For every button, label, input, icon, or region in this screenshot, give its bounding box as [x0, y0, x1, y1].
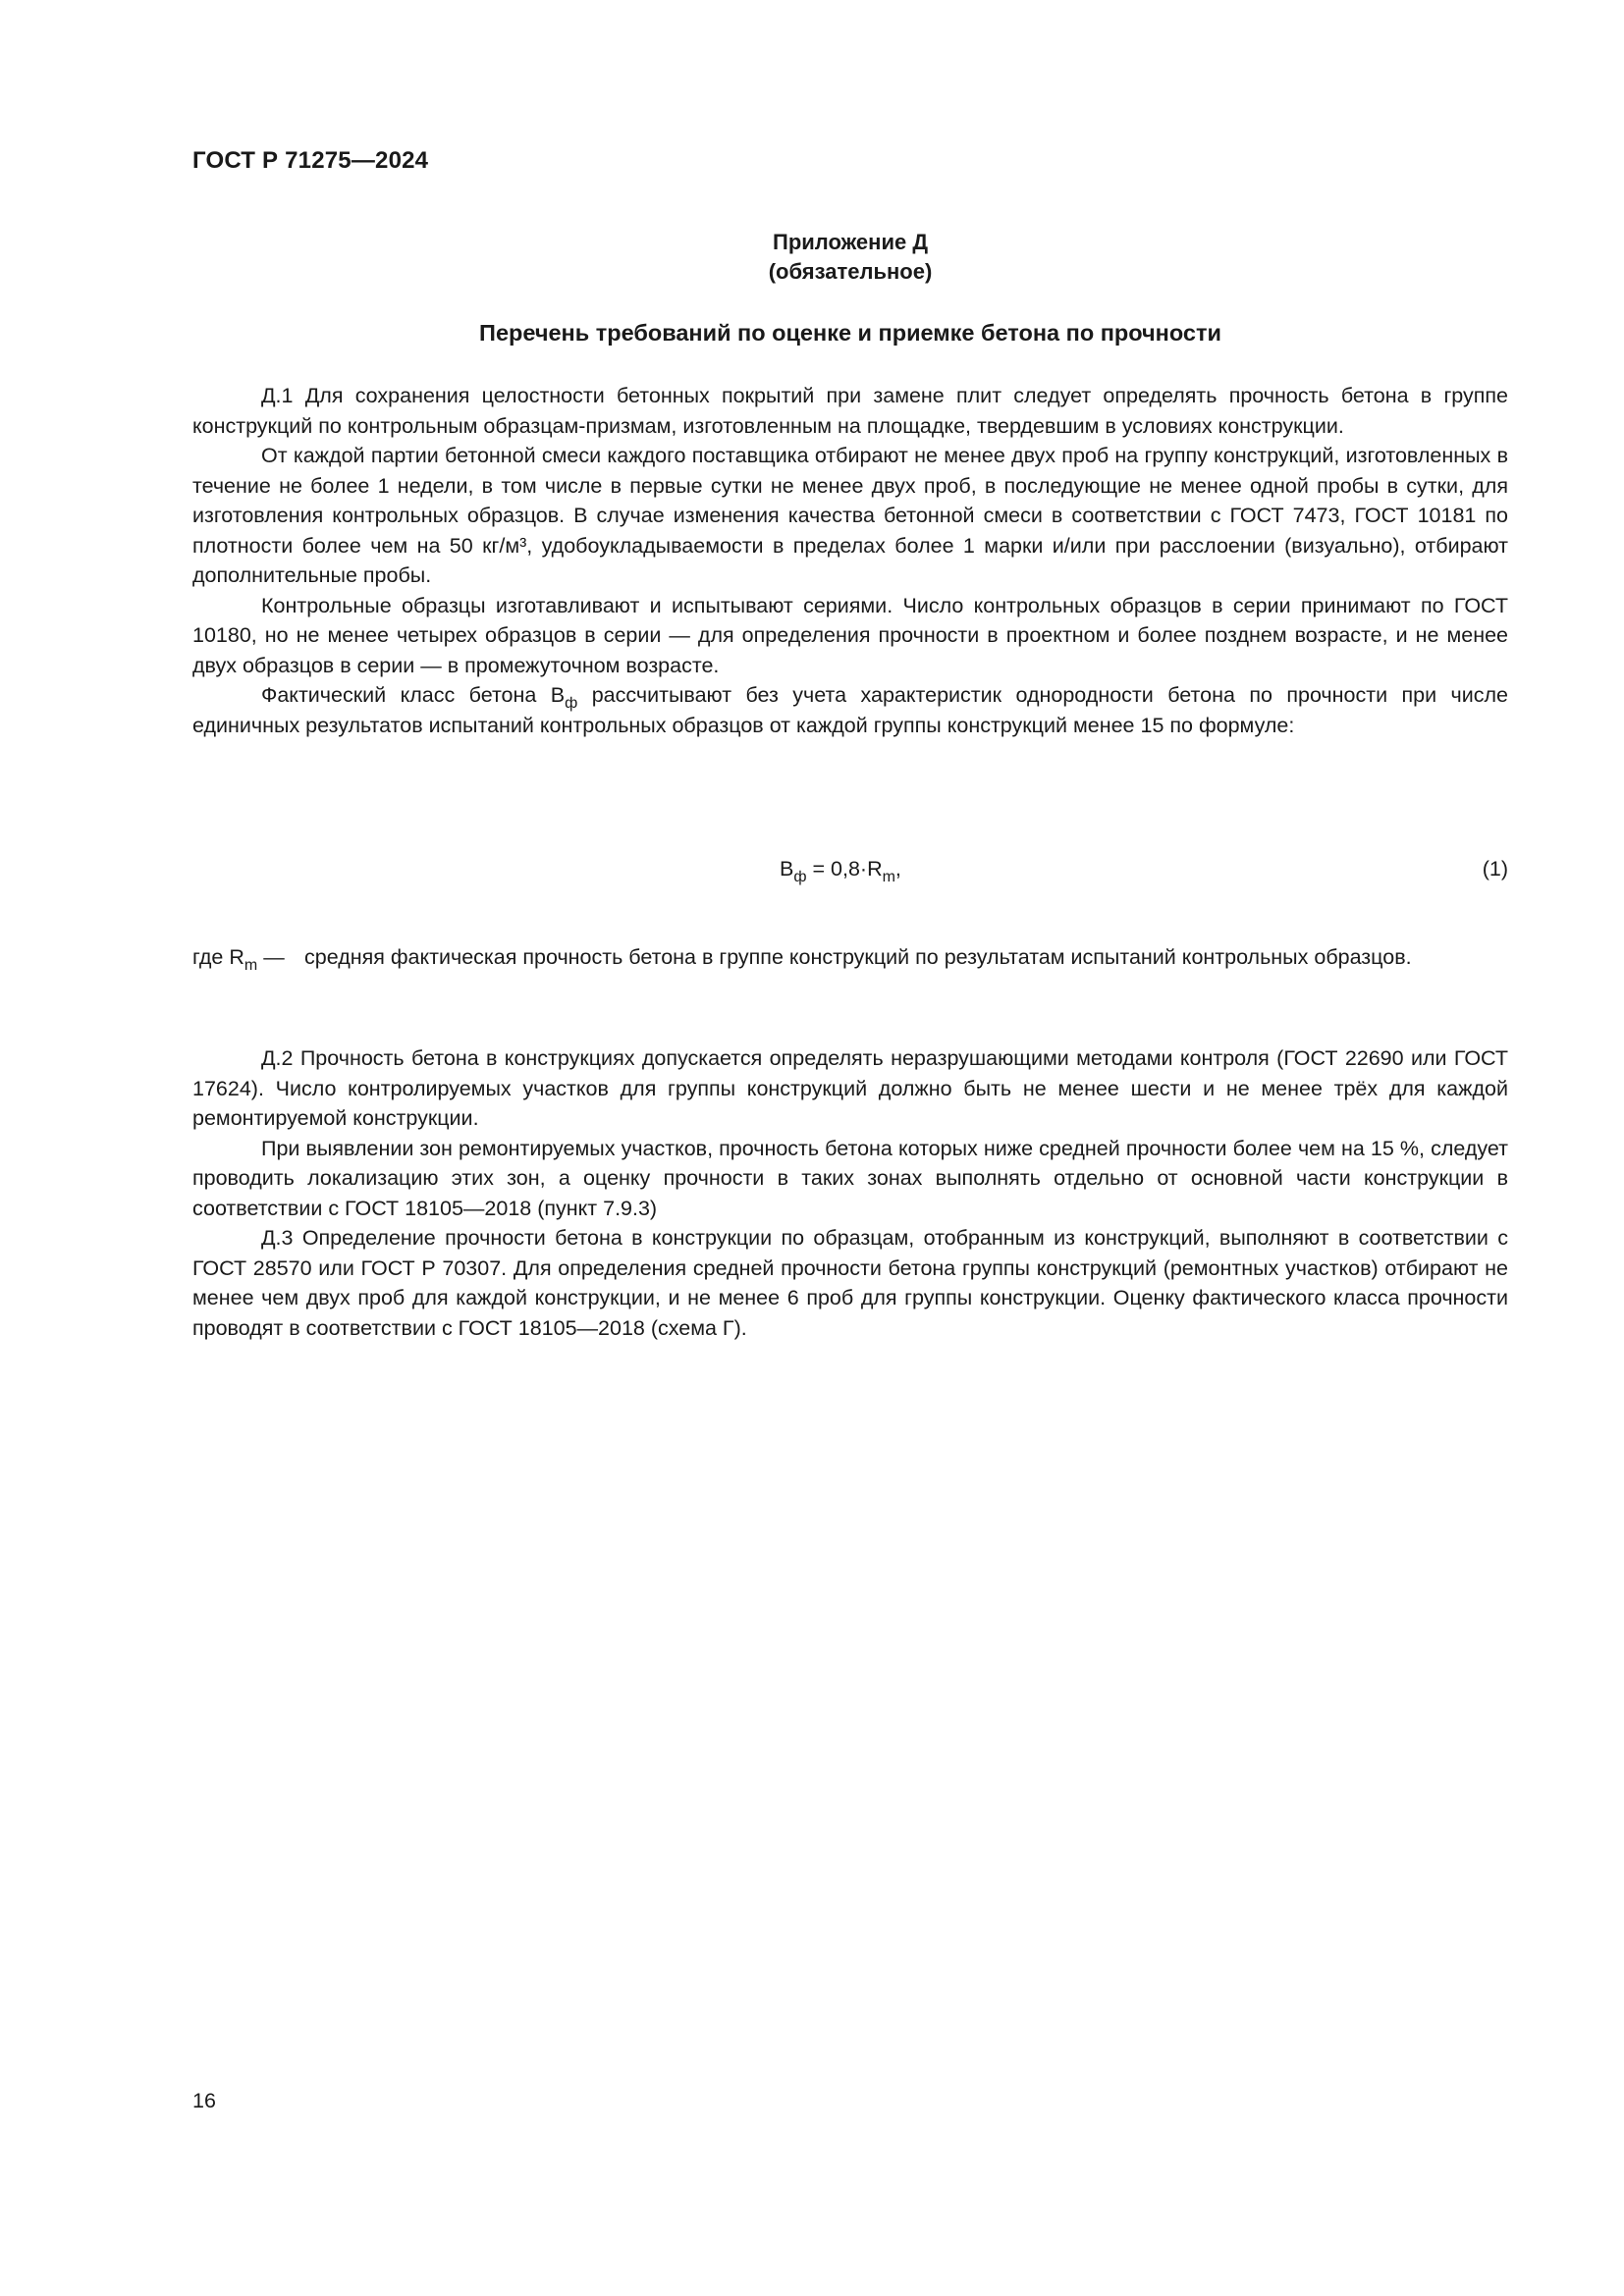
- appendix-heading: [192, 228, 1508, 287]
- paragraph-actual-class-part2: рассчитывают без учета характеристик однородности бетона по прочности при числе единичных результатов испытаний контрольных образцов от каждой группы конструкций менее 15 по формуле:: [192, 683, 1508, 737]
- appendix-status: (обязательное): [768, 259, 933, 284]
- where-dash: —: [257, 945, 285, 969]
- body-text-block-1: [192, 381, 1508, 740]
- formula-lhs: B: [780, 857, 794, 881]
- section-title: Перечень требований по оценке и приемке бетона по прочности: [479, 320, 1221, 346]
- paragraph-d3: Д.3 Определение прочности бетона в конструкции по образцам, отобранным из конструкций, выполняют в соответствии с ГОСТ 28570 или ГОСТ Р 70307. Для определения средней прочности бетона группы конструкций (ремонтных участков) отбирают не менее чем двух проб для каждой конструкции, и не менее 6 проб для группы конструкции. Оценку фактического класса прочности проводят в соответствии с ГОСТ 18105—2018 (схема Г).: [192, 1226, 1508, 1340]
- formula-lhs-sub: ф: [793, 869, 807, 885]
- paragraph-control-samples: Контрольные образцы изготавливают и испытывают сериями. Число контрольных образцов в серии принимают по ГОСТ 10180, но не менее четырех образцов в серии — для определения прочности в проектном и более позднем возрасте, и не менее двух образцов в серии — в промежуточном возрасте.: [192, 593, 1508, 677]
- paragraph-d2: Д.2 Прочность бетона в конструкциях допускается определять неразрушающими методами контроля (ГОСТ 22690 или ГОСТ 17624). Число контролируемых участков для группы конструкций должно быть не менее шести и не менее трёх для каждой ремонтируемой конструкции.: [192, 1046, 1508, 1130]
- formula-rhs-sub: m: [882, 869, 895, 885]
- formula-mid: = 0,8·R: [806, 857, 883, 881]
- formula-explanation: [192, 942, 1508, 973]
- formula-end: ,: [894, 857, 901, 881]
- paragraph-repair-zones: При выявлении зон ремонтируемых участков, прочность бетона которых ниже средней прочности более чем на 15 %, следует проводить локализацию этих зон, а оценку прочности в таких зонах выполнять отдельно от основной части конструкции в соответствии с ГОСТ 18105—2018 (пункт 7.9.3): [192, 1136, 1508, 1220]
- paragraph-actual-class-sub: ф: [565, 695, 578, 712]
- page-number: 16: [192, 2089, 216, 2112]
- body-text-block-2: [192, 1043, 1508, 1343]
- where-label: [192, 942, 285, 973]
- paragraph-sampling: От каждой партии бетонной смеси каждого поставщика отбирают не менее двух проб на группу конструкций, изготовленных в течение не более 1 недели, в том числе в первые сутки не менее двух проб, в последующие не менее одной пробы в сутки, для изготовления контрольных образцов. В случае изменения качества бетонной смеси в соответствии с ГОСТ 7473, ГОСТ 10181 по плотности более чем на 50 кг/м³, удобоукладываемости в пределах более 1 марки и/или при расслоении (визуально), отбирают дополнительные пробы.: [192, 444, 1508, 587]
- formula-1: [780, 857, 901, 885]
- where-text: средняя фактическая прочность бетона в группе конструкций по результатам испытаний контрольных образцов.: [304, 945, 1412, 969]
- formula-row: [192, 857, 1508, 896]
- paragraph-d1: Д.1 Для сохранения целостности бетонных покрытий при замене плит следует определять прочность бетона в группе конструкций по контрольным образцам-призмам, изготовленным на площадке, твердевшим в условиях конструкции.: [192, 384, 1508, 438]
- appendix-title: Приложение Д: [773, 230, 928, 254]
- paragraph-actual-class: [192, 680, 1508, 740]
- paragraph-actual-class-part1: Фактический класс бетона B: [261, 683, 566, 707]
- formula-number: (1): [1482, 857, 1508, 881]
- where-label-text: где R: [192, 945, 244, 969]
- where-label-sub: m: [244, 957, 258, 974]
- document-header: ГОСТ Р 71275—2024: [192, 147, 429, 174]
